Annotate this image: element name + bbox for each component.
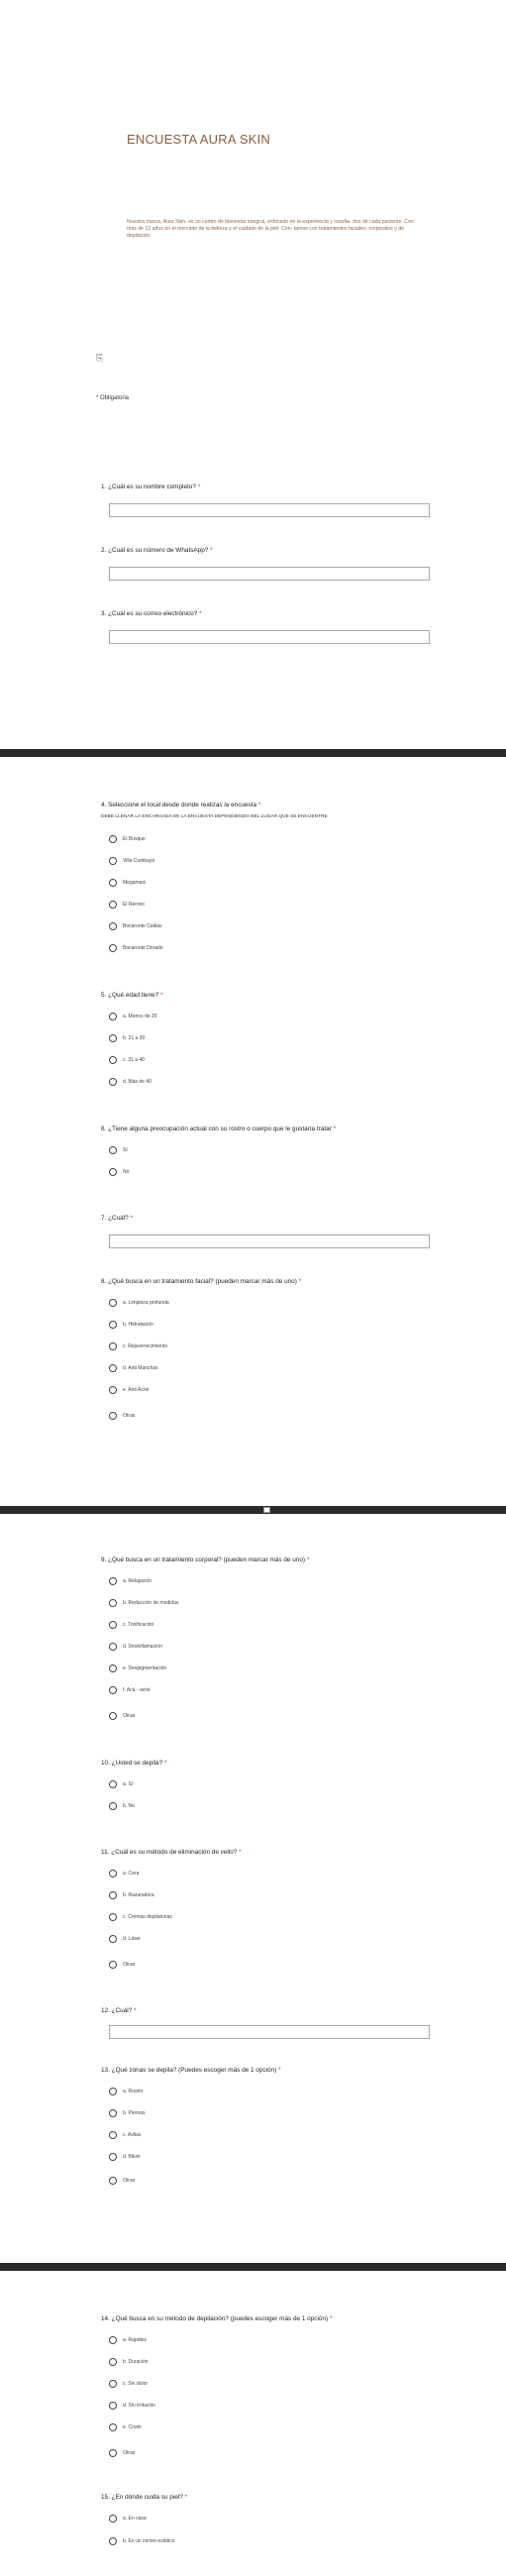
option-body-acne[interactable]: f. Acá - acné — [109, 1685, 151, 1695]
radio-button[interactable] — [109, 2109, 117, 2117]
required-asterisk: * — [257, 802, 261, 808]
radio-button[interactable] — [109, 1913, 117, 1921]
option-hydration[interactable]: b. Hidratación — [109, 1320, 153, 1330]
radio-button[interactable] — [109, 879, 117, 887]
option-bocaronte-caldas[interactable]: Bocaronte Caldas — [109, 921, 162, 931]
option-depigmentation[interactable]: e. Despigmentación — [109, 1664, 166, 1673]
radio-button[interactable] — [109, 1621, 117, 1629]
radio-button[interactable] — [109, 1034, 117, 1042]
radio-button[interactable] — [109, 1146, 117, 1154]
radio-button[interactable] — [109, 1712, 117, 1720]
option-cost[interactable]: e. Costo — [109, 2422, 142, 2432]
radio-button[interactable] — [109, 944, 117, 952]
radio-button[interactable] — [109, 1386, 117, 1394]
required-asterisk: * — [130, 1215, 133, 1222]
option-other[interactable]: Otras — [109, 1960, 135, 1970]
radio-button[interactable] — [109, 901, 117, 909]
radio-button[interactable] — [109, 1780, 117, 1788]
required-asterisk: * — [298, 1278, 302, 1285]
radio-button[interactable] — [109, 1664, 117, 1672]
option-deep-cleansing[interactable]: a. Limpieza profunda — [109, 1298, 169, 1308]
required-asterisk: * — [197, 483, 201, 490]
question-5: 5. ¿Qué edad tiene? * — [101, 992, 163, 999]
question-7: 7. ¿Cuál? * — [101, 1215, 133, 1222]
form-page-3 — [0, 1514, 506, 2263]
option-at-home[interactable]: a. En casa — [109, 2514, 147, 2523]
cursor-icon: ⎘ — [96, 353, 104, 363]
radio-button[interactable] — [109, 1802, 117, 1810]
radio-button[interactable] — [109, 2177, 117, 2185]
page-marker-icon — [263, 1507, 270, 1513]
option-age-31-40[interactable]: c. 31 a 40 — [109, 1055, 145, 1065]
name-field[interactable] — [109, 503, 430, 517]
whatsapp-field[interactable] — [109, 567, 430, 581]
required-asterisk: * — [278, 2067, 281, 2074]
radio-button[interactable] — [109, 1577, 117, 1585]
option-bocaronte-dorado[interactable]: Bocaronte Dorado — [109, 943, 163, 953]
radio-button[interactable] — [109, 2358, 117, 2366]
option-razor[interactable]: b. Rasuradora — [109, 1890, 154, 1900]
option-armpits[interactable]: c. Axilas — [109, 2130, 141, 2140]
required-asterisk: * — [333, 1126, 337, 1132]
form-page-2 — [0, 757, 506, 1506]
required-asterisk: * — [239, 1849, 242, 1856]
question-8: 8. ¿Qué busca en un tratamiento facial? (pueden marcar más de uno) * — [101, 1278, 302, 1285]
question-6: 6. ¿Tiene alguna preocupación actual con su rostro o cuerpo que le gustaría tratar * — [101, 1126, 337, 1132]
option-other[interactable]: Otras — [109, 1411, 135, 1421]
option-other[interactable]: Otras — [109, 2176, 135, 2186]
radio-button[interactable] — [109, 1643, 117, 1651]
question-15: 15. ¿En dónde cuida su piel? * — [101, 2494, 188, 2501]
radio-button[interactable] — [109, 2423, 117, 2431]
radio-button[interactable] — [109, 1342, 117, 1350]
radio-button[interactable] — [109, 922, 117, 930]
radio-button[interactable] — [109, 1168, 117, 1176]
option-speed[interactable]: a. Rapidez — [109, 2335, 147, 2345]
radio-button[interactable] — [109, 1078, 117, 1086]
radio-button[interactable] — [109, 1299, 117, 1307]
option-bikini[interactable]: d. Bikini — [109, 2152, 141, 2162]
option-age-21-30[interactable]: b. 21 a 30 — [109, 1033, 145, 1043]
option-yes[interactable]: Sí — [109, 1145, 128, 1155]
option-measure-reduction[interactable]: b. Reducción de medidas — [109, 1598, 178, 1608]
option-face[interactable]: a. Rostro — [109, 2087, 143, 2096]
form-title: ENCUESTA AURA SKIN — [127, 132, 270, 147]
radio-button[interactable] — [109, 1599, 117, 1607]
radio-button[interactable] — [109, 2402, 117, 2410]
radio-button[interactable] — [109, 2131, 117, 2139]
option-toning[interactable]: c. Tonificación — [109, 1620, 153, 1630]
option-villa-cumbaya[interactable]: Villa Cumbayá — [109, 856, 154, 866]
option-yes[interactable]: a. Sí — [109, 1779, 133, 1789]
radio-button[interactable] — [109, 2088, 117, 2095]
radio-button[interactable] — [109, 2449, 117, 2457]
radio-button[interactable] — [109, 857, 117, 865]
option-anti-spots[interactable]: d. Anti Manchas — [109, 1363, 158, 1373]
question-1: 1. ¿Cuál es su nombre completo? * — [101, 483, 201, 490]
required-asterisk: * — [163, 1760, 167, 1767]
option-laser[interactable]: d. Láser — [109, 1934, 141, 1944]
radio-button[interactable] — [109, 2153, 117, 2161]
option-no[interactable]: No — [109, 1167, 129, 1177]
radio-button[interactable] — [109, 835, 117, 843]
radio-button[interactable] — [109, 1961, 117, 1969]
concern-detail-field[interactable] — [109, 1234, 430, 1248]
email-field[interactable] — [109, 630, 430, 644]
option-wax[interactable]: a. Cera — [109, 1869, 139, 1878]
question-12: 12. ¿Cuál? * — [101, 2007, 137, 2014]
option-aesthetic-center[interactable]: b. En un centro estético — [109, 2536, 175, 2546]
question-3: 3. ¿Cuál es su correo electrónico? * — [101, 610, 202, 617]
option-painless[interactable]: c. Sin dolor — [109, 2379, 148, 2389]
radio-button[interactable] — [109, 2537, 117, 2545]
form-page-1 — [0, 0, 506, 749]
radio-button[interactable] — [109, 1935, 117, 1943]
option-rejuvenation[interactable]: c. Rejuvenecimiento — [109, 1342, 167, 1351]
question-2: 2. ¿Cuál es su número de WhatsApp? * — [101, 547, 213, 554]
question-9: 9. ¿Qué busca en un tratamiento corporal? (pueden marcar más de uno) * — [101, 1556, 310, 1563]
radio-button[interactable] — [109, 1056, 117, 1064]
required-asterisk: * — [306, 1556, 310, 1563]
option-age-over-40[interactable]: d. Más de 40 — [109, 1077, 152, 1087]
question-11: 11. ¿Cuál es su método de eliminación de vello? * — [101, 1849, 242, 1856]
option-other[interactable]: Otras — [109, 2448, 135, 2458]
radio-button[interactable] — [109, 2380, 117, 2388]
question-4: 4. Seleccione el local desde donde realizas la encuesta * — [101, 802, 261, 808]
option-el-bosque[interactable]: El Bosque — [109, 834, 146, 844]
form-description: Nuestra marca, Aura Skin, es un centro de bienestar integral, enfocado en la experiencia y resulta- dos de cada paciente. Con más de 12 años en el mercado de la belleza y el cuidado de la piel. Con- tamos con tratamientos faciales, corporales y de depilación. — [127, 219, 414, 240]
required-asterisk: * — [199, 610, 202, 617]
option-el-recreo[interactable]: El Recreo — [109, 900, 145, 910]
radio-button[interactable] — [109, 1412, 117, 1420]
radio-button[interactable] — [109, 1891, 117, 1899]
required-asterisk: * — [184, 2494, 188, 2501]
option-depilatory-cream[interactable]: c. Cremas depilatorias — [109, 1912, 172, 1922]
required-note: * Obligatoria — [96, 395, 130, 401]
required-asterisk: * — [210, 547, 213, 554]
option-deflammation[interactable]: d. Desinflamación — [109, 1642, 162, 1652]
radio-button[interactable] — [109, 1013, 117, 1020]
option-other[interactable]: Otras — [109, 1711, 135, 1721]
radio-button[interactable] — [109, 1364, 117, 1372]
radio-button[interactable] — [109, 2515, 117, 2522]
option-age-under-20[interactable]: a. Menos de 20 — [109, 1012, 156, 1021]
option-anti-acne[interactable]: e. Anti Acné — [109, 1385, 149, 1395]
option-duration[interactable]: b. Duración — [109, 2357, 149, 2367]
option-megamaxi[interactable]: Megamaxi — [109, 878, 146, 888]
question-4-subtitle: DEBE LLENAR LA ENCARGADA DE LA ENCUESTA DEPENDIENDO DEL LUGAR QUE SE ENCUENTRE — [101, 814, 328, 819]
option-relaxation[interactable]: a. Relajación — [109, 1576, 152, 1586]
option-no-irritation[interactable]: d. Sin irritación — [109, 2401, 155, 2411]
removal-method-detail-field[interactable] — [109, 2025, 430, 2039]
required-asterisk: * — [329, 2315, 333, 2322]
radio-button[interactable] — [109, 2336, 117, 2344]
radio-button[interactable] — [109, 1686, 117, 1694]
required-asterisk: * — [134, 2007, 137, 2014]
radio-button[interactable] — [109, 1870, 117, 1878]
question-13: 13. ¿Qué zonas se depila? (Puedes escoger más de 1 opción) * — [101, 2067, 281, 2074]
required-asterisk: * — [160, 992, 163, 999]
radio-button[interactable] — [109, 1321, 117, 1329]
option-legs[interactable]: b. Piernas — [109, 2108, 146, 2118]
question-14: 14. ¿Qué busca en su método de depilación? (puedes escoger más de 1 opción) * — [101, 2315, 333, 2322]
question-10: 10. ¿Usted se depila? * — [101, 1760, 167, 1767]
option-no[interactable]: b. No — [109, 1801, 135, 1811]
form-page-4 — [0, 2271, 506, 2576]
